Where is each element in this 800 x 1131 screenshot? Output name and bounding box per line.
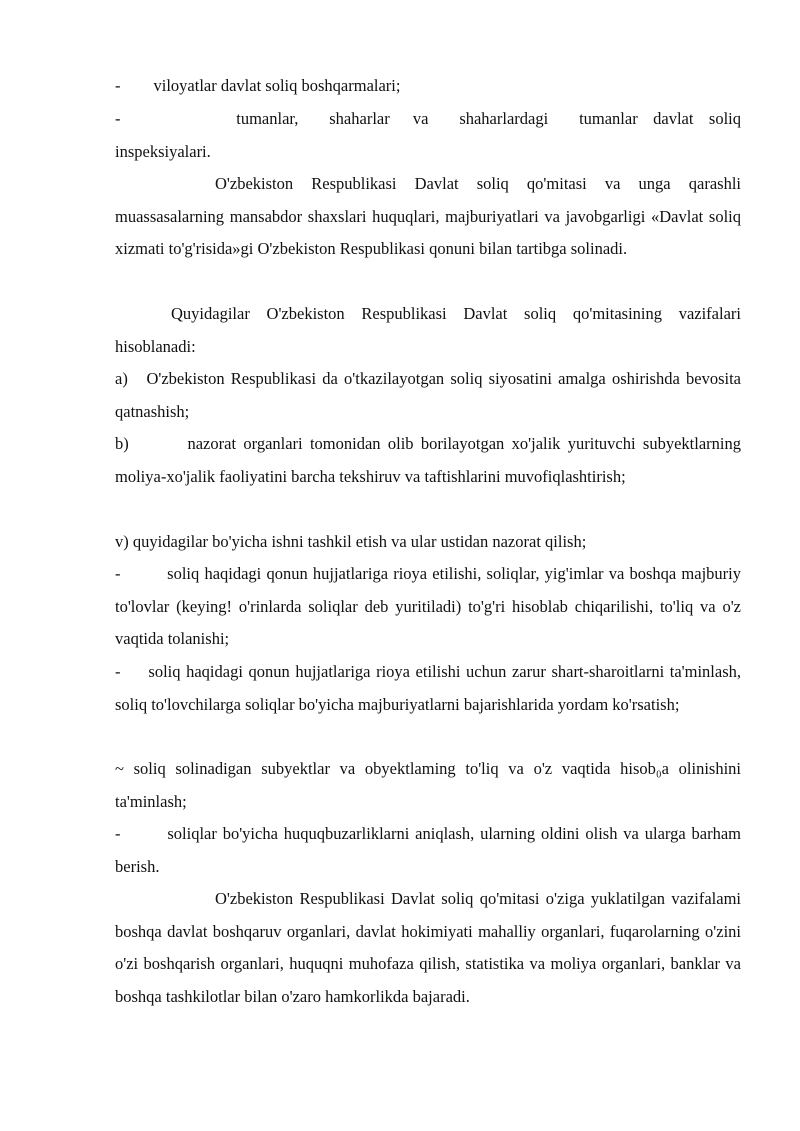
paragraph-hamkorlik: O'zbekiston Respublikasi Davlat soliq qo'mitasi o'ziga yuklatilgan vazifalami boshqa davlat boshqaruv organlari, davlat hokimiyati mahalliy organlari, fuqarolarning o'zini o'zi boshqarish organlari, huquqni muhofaza qilish, statistika va moliya organlari, banklar va boshqa tashkilotlar bilan o'zaro hamkorlikda bajaradi. — [115, 889, 741, 1006]
list-item-dash-1: - soliq haqidagi qonun hujjatlariga rioya etilishi, soliqlar, yig'imlar va boshqa majburiy to'lovlar (keying! o'rinlarda soliqlar deb yuritiladi) to'g'ri hisoblab chiqarilishi, to'liq va o'z vaqtida tolanishi; — [115, 564, 746, 648]
list-item-dash-2: - soliq haqidagi qonun hujjatlariga rioya etilishi uchun zarur shart-sharoitlarni ta'minlash, soliq to'lovchilarga soliqlar bo'yicha majburiyatlarni bajarishlarida yordam ko'rsatish; — [115, 662, 746, 714]
paragraph-vazifalar-intro: Quyidagilar O'zbekiston Respublikasi Davlat soliq qo'mitasining vazifalari hisoblanadi: — [115, 304, 741, 356]
paragraph-tumanlar-line2: inspeksiyalari. — [115, 142, 211, 161]
list-item-tilde: ~ soliq solinadigan subyektlar va obyektlaming to'liq va o'z vaqtida hisob₀a olinishini ta'minlash; — [115, 759, 746, 811]
list-item-a: a) O'zbekiston Respublikasi da o'tkazilayotgan soliq siyosatini amalga oshirishda bevosita qatnashish; — [115, 369, 746, 421]
list-item-v: v) quyidagilar bo'yicha ishni tashkil etish va ular ustidan nazorat qilish; — [115, 532, 587, 551]
paragraph-tumanlar-line1: - tumanlar, shaharlar va shaharlardagi tumanlar davlat soliq — [115, 109, 741, 128]
paragraph-mansabdor: O'zbekiston Respublikasi Davlat soliq qo'mitasi va unga qarashli muassasalarning mansabdor shaxslari huquqlari, majburiyatlari va javobgarligi «Davlat soliq xizmati to'g'risida»gi O'zbekiston Respublikasi qonuni bilan tartibga solinadi. — [115, 174, 741, 258]
paragraph-viloyatlar: - viloyatlar davlat soliq boshqarmalari; — [115, 76, 401, 95]
list-item-b: b) nazorat organlari tomonidan olib borilayotgan xo'jalik yurituvchi subyektlarning moliya-xo'jalik faoliyatini barcha tekshiruv va taftishlarini muvofiqlashtirish; — [115, 434, 746, 486]
list-item-dash-3: - soliqlar bo'yicha huquqbuzarliklarni aniqlash, ularning oldini olish va ularga barham berish. — [115, 824, 746, 876]
